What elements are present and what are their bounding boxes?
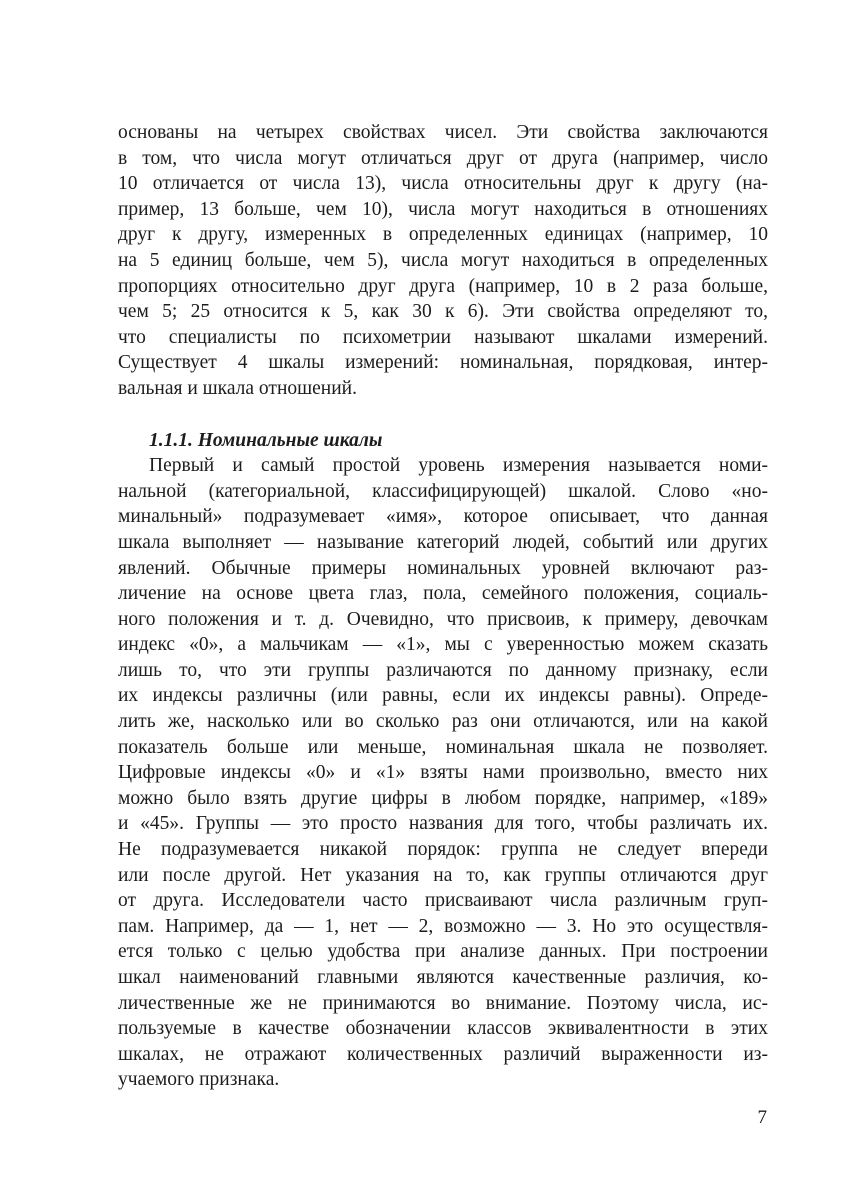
- text-line: 10 отличается от числа 13), числа относительны друг к другу (на-: [118, 173, 768, 195]
- text-line: лишь то, что эти группы различаются по данному признаку, если: [118, 659, 768, 681]
- text-line: можно было взять другие цифры в любом порядке, например, «189»: [118, 787, 768, 809]
- text-line: пам. Например, да — 1, нет — 2, возможно — 3. Но это осуществля-: [118, 915, 768, 937]
- text-line: пример, 13 больше, чем 10), числа могут находиться в отношениях: [118, 198, 768, 220]
- text-line: основаны на четырех свойствах чисел. Эти свойства заключаются: [118, 122, 768, 143]
- text-line: что специалисты по психометрии называют шкалами измерений.: [118, 326, 768, 348]
- text-line: шкал наименований главными являются качественные различия, ко-: [118, 967, 768, 988]
- text-line: ного положения и т. д. Очевидно, что присвоив, к примеру, девочкам: [118, 608, 768, 630]
- text-line: индекс «0», а мальчикам — «1», мы с уверенностью можем сказать: [118, 634, 768, 656]
- section-gap: [118, 402, 768, 428]
- text-line: минальный» подразумевает «имя», которое описывает, что данная: [118, 506, 768, 528]
- text-line: на 5 единиц больше, чем 5), числа могут находиться в определенных: [118, 249, 768, 271]
- section-paragraph: [118, 453, 768, 1093]
- text-line: или после другой. Нет указания на то, как группы отличаются друг: [118, 864, 768, 886]
- page-number: 7: [757, 1107, 767, 1128]
- text-line: пропорциях относительно друг друга (например, 10 в 2 раза больше,: [118, 275, 768, 297]
- text-line: пользуемые в качестве обозначении классов эквивалентности в этих: [118, 1018, 768, 1040]
- text-line: в том, что числа могут отличаться друг от друга (например, число: [118, 147, 768, 169]
- text-line: личественные же не принимаются во внимание. Поэтому числа, ис-: [118, 992, 768, 1014]
- text-line: Существует 4 шкалы измерений: номинальная, порядковая, интер-: [118, 352, 768, 374]
- text-line: друг к другу, измеренных в определенных единицах (например, 10: [118, 224, 768, 246]
- text-line: учаемого признака.: [118, 1069, 280, 1091]
- text-line: Первый и самый простой уровень измерения называется номи-: [149, 455, 768, 477]
- text-line: и «45». Группы — это просто названия для того, чтобы различать их.: [118, 813, 768, 835]
- text-line: показатель больше или меньше, номинальная шкала не позволяет.: [118, 736, 768, 758]
- page-body: [118, 120, 768, 1093]
- text-line: Не подразумевается никакой порядок: группа не следует впереди: [118, 839, 768, 861]
- text-line: личение на основе цвета глаз, пола, семейного положения, социаль-: [118, 583, 768, 605]
- intro-paragraph: [118, 120, 768, 402]
- section-heading: 1.1.1. Номинальные шкалы: [149, 429, 383, 451]
- text-line: нальной (категориальной, классифицирующей) шкалой. Слово «но-: [118, 480, 768, 502]
- text-line: шкалах, не отражают количественных различий выраженности из-: [118, 1043, 768, 1065]
- text-line: вальная и шкала отношений.: [118, 377, 357, 399]
- text-line: шкала выполняет — называние категорий людей, событий или других: [118, 531, 768, 553]
- text-line: их индексы различны (или равны, если их индексы равны). Опреде-: [118, 685, 768, 707]
- text-line: от друга. Исследователи часто присваивают числа различным груп-: [118, 890, 768, 912]
- text-line: лить же, насколько или во сколько раз они отличаются, или на какой: [118, 711, 768, 733]
- text-line: ется только с целью удобства при анализе данных. При построении: [118, 941, 768, 963]
- text-line: Цифровые индексы «0» и «1» взяты нами произвольно, вместо них: [118, 762, 768, 784]
- text-line: явлений. Обычные примеры номинальных уровней включают раз-: [118, 557, 768, 579]
- text-line: чем 5; 25 относится к 5, как 30 к 6). Эти свойства определяют то,: [118, 301, 768, 323]
